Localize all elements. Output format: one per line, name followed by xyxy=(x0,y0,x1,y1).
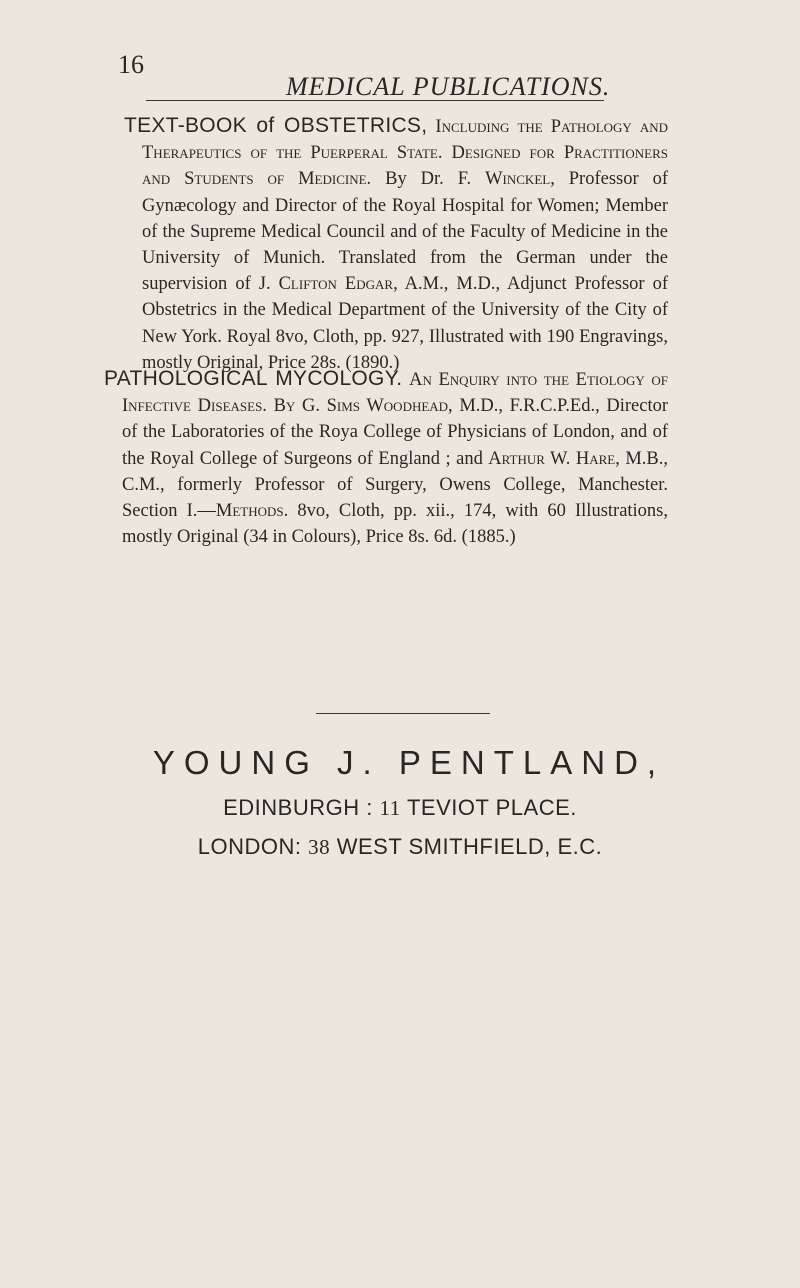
address-city: EDINBURGH : xyxy=(223,795,373,820)
entry-coauthor: Arthur W. Hare xyxy=(488,448,616,469)
entry-body: M.D., F.R.C.P.Ed., Director of the Laboratories of the Roya College of Physicians of London, and of the Royal College of Surgeons of England ; and xyxy=(122,396,668,469)
entry-editor: Clifton Edgar xyxy=(278,274,394,295)
header-rule xyxy=(146,100,604,101)
address-city: LONDON: xyxy=(197,834,302,859)
entry-by: By Dr. F. xyxy=(371,169,486,190)
entry-body-end: . 8vo, Cloth, pp. xii., 174, with 60 Illustrations, mostly Original (34 in Colours), Price 8s. 6d. (1885.) xyxy=(122,501,669,548)
entry-author: Winckel xyxy=(485,169,551,190)
entry-body: , Professor of Gynæcology and Director of the Royal Hospital for Women; Member of the Supreme Medical Council and of the Faculty of Medicine in the University of Munich. Translated from the German under the supervision of J. xyxy=(142,169,668,295)
catalogue-entry-mycology xyxy=(104,366,668,550)
page-number: 16 xyxy=(118,50,144,79)
entry-heading: PATHOLOGICAL MYCOLOGY. xyxy=(104,367,403,390)
entry-body-continued: , M.B., C.M., formerly Professor of Surgery, Owens College, Manchester. Section I.— xyxy=(122,448,668,522)
section-divider xyxy=(316,713,490,714)
publisher-name: YOUNG J. PENTLAND, xyxy=(152,744,666,781)
address-street: WEST SMITHFIELD, E.C. xyxy=(336,834,603,859)
address-london xyxy=(0,834,800,860)
running-title: MEDICAL PUBLICATIONS. xyxy=(286,72,611,101)
catalogue-entry-obstetrics xyxy=(124,113,668,376)
entry-section: Methods xyxy=(215,501,284,522)
entry-subtitle: Including the Pathology and Therapeutics of the Puerperal State. Designed for Practitioners and Students of Medicine. xyxy=(142,117,668,190)
address-number: 11 xyxy=(379,796,401,820)
entry-subtitle: An Enquiry into the Etiology of Infective Diseases. By G. Sims Woodhead, xyxy=(122,370,669,417)
address-street: TEVIOT PLACE. xyxy=(406,795,577,820)
address-edinburgh xyxy=(0,795,800,821)
entry-heading: TEXT-BOOK of OBSTETRICS, xyxy=(124,114,428,137)
entry-body-continued: , A.M., M.D., Adjunct Professor of Obstetrics in the Medical Department of the University of the City of New York. Royal 8vo, Cloth, pp. 927, Illustrated with 190 Engravings, mostly Original, Price 28s. (1890.) xyxy=(142,274,668,373)
address-number: 38 xyxy=(308,835,331,859)
